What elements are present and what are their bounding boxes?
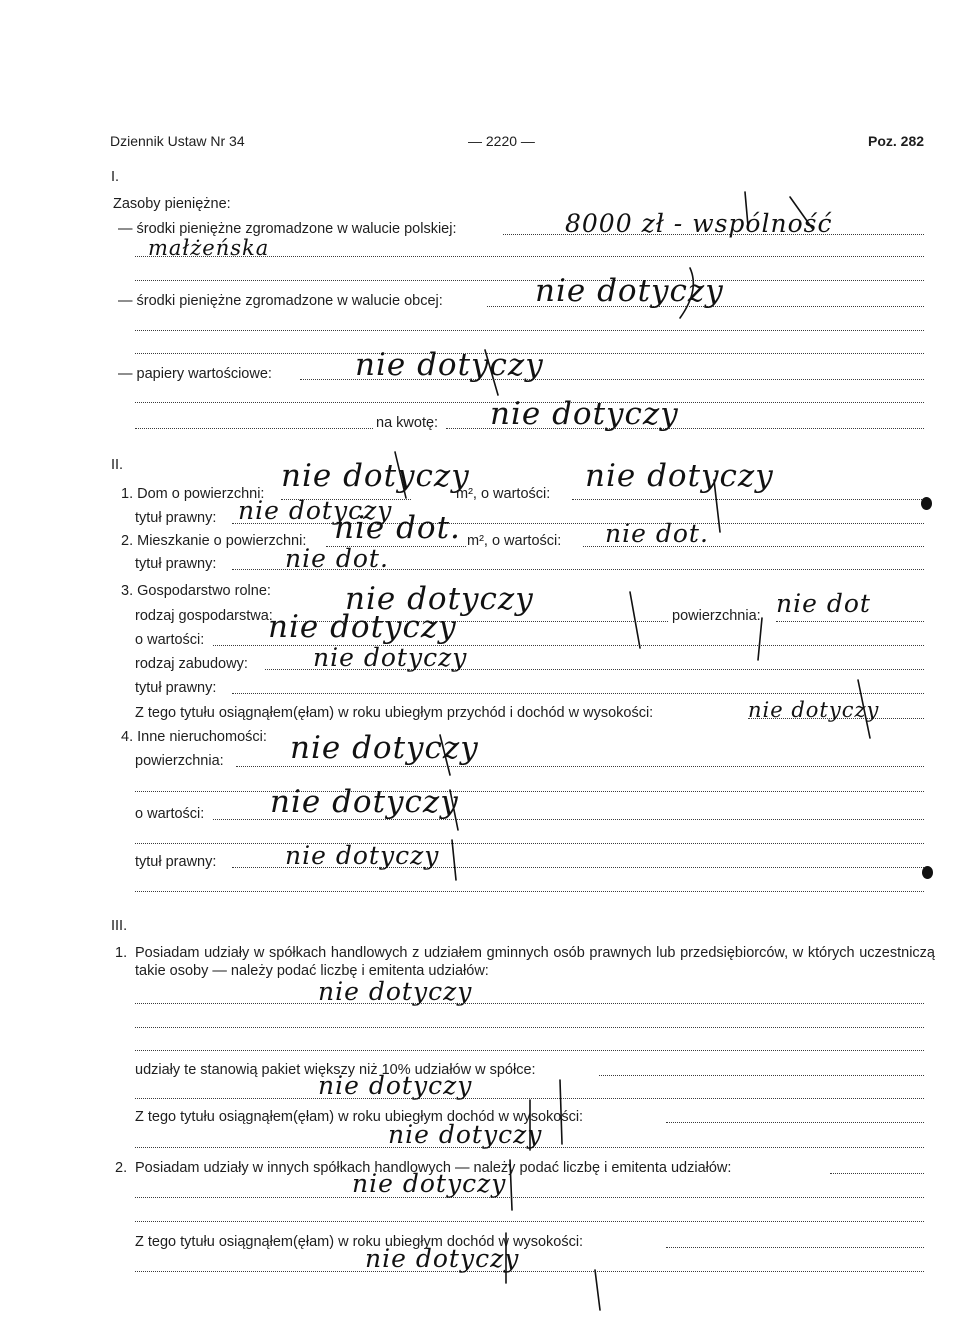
house-title-label: tytuł prawny: <box>135 510 217 526</box>
farm-value-label: o wartości: <box>135 632 205 648</box>
farm-buildings-value[interactable]: nie dotyczy <box>313 643 468 672</box>
house-label: 1. Dom o powierzchni: <box>121 486 265 502</box>
stroke-mark <box>450 790 458 830</box>
farm-area-label: powierzchnia: <box>672 608 761 624</box>
stroke-mark <box>560 1080 562 1144</box>
stroke-mark <box>485 350 498 395</box>
q1-question: Posiadam udziały w spółkach handlowych z udziałem gminnych osób prawnych lub przedsiębiorców, w których uczestniczą takie osoby — należy podać liczbę i emitenta udziałów: <box>135 945 935 979</box>
amount-label: na kwotę: <box>376 415 439 431</box>
house-unit-label: m², o wartości: <box>456 486 551 502</box>
section-1-title: Zasoby pieniężne: <box>113 196 231 212</box>
flat-title-value[interactable]: nie dot. <box>285 544 389 573</box>
farm-area-value[interactable]: nie dot <box>776 589 871 618</box>
stroke-mark <box>395 452 406 498</box>
section-2-roman: II. <box>111 457 124 473</box>
securities-value[interactable]: nie dotyczy <box>355 347 544 383</box>
q2-question: Posiadam udziały w innych spółkach handlowych — należy podać liczbę i emitenta udziałów: <box>135 1160 732 1176</box>
pln-funds-value-cont[interactable]: małżeńska <box>148 236 270 260</box>
pln-funds-value[interactable]: 8000 zł - wspólność <box>565 209 833 238</box>
stroke-mark <box>630 592 640 648</box>
position-number: Poz. 282 <box>868 133 925 149</box>
farm-income-label: Z tego tytułu osiągnąłem(ęłam) w roku ubiegłym przychód i dochód w wysokości: <box>135 705 654 721</box>
stroke-mark <box>440 735 450 775</box>
q1-number: 1. <box>115 945 128 961</box>
house-title-value[interactable]: nie dotyczy <box>238 496 393 525</box>
stroke-mark <box>714 480 720 532</box>
other-title-label: tytuł prawny: <box>135 854 217 870</box>
amount-value[interactable]: nie dotyczy <box>490 396 679 432</box>
foreign-funds-label: — środki pieniężne zgromadzone w walucie obcej: <box>118 293 443 309</box>
farm-income-value[interactable]: nie dotyczy <box>748 698 880 722</box>
stroke-mark <box>790 197 812 228</box>
q2-income-answer[interactable]: nie dotyczy <box>365 1244 520 1273</box>
flat-area-value[interactable]: nie dot. <box>334 510 461 546</box>
other-value[interactable]: nie dotyczy <box>270 784 459 820</box>
q1-package-answer[interactable]: nie dotyczy <box>318 1071 473 1100</box>
section-1-roman: I. <box>111 169 120 185</box>
stroke-mark <box>858 680 870 738</box>
farm-label: 3. Gospodarstwo rolne: <box>121 583 271 599</box>
flat-label: 2. Mieszkanie o powierzchni: <box>121 533 307 549</box>
section-3-roman: III. <box>111 918 128 934</box>
journal-title: Dziennik Ustaw Nr 34 <box>110 133 245 149</box>
farm-type-value[interactable]: nie dotyczy <box>345 581 534 617</box>
q2-income-label: Z tego tytułu osiągnąłem(ęłam) w roku ubiegłym dochód w wysokości: <box>135 1234 584 1250</box>
flat-unit-label: m², o wartości: <box>467 533 562 549</box>
farm-buildings-label: rodzaj zabudowy: <box>135 656 248 672</box>
page-number: — 2220 — <box>468 133 535 149</box>
pln-funds-label: — środki pieniężne zgromadzone w walucie polskiej: <box>118 221 457 237</box>
other-value-label: o wartości: <box>135 806 205 822</box>
stroke-mark <box>745 192 748 226</box>
house-value[interactable]: nie dotyczy <box>585 458 774 494</box>
other-area-label: powierzchnia: <box>135 753 224 769</box>
farm-value[interactable]: nie dotyczy <box>268 609 457 645</box>
stroke-mark <box>680 268 693 318</box>
flat-value[interactable]: nie dot. <box>605 519 709 548</box>
farm-type-label: rodzaj gospodarstwa: <box>135 608 273 624</box>
foreign-funds-value[interactable]: nie dotyczy <box>535 273 724 309</box>
farm-title-label: tytuł prawny: <box>135 680 217 696</box>
other-label: 4. Inne nieruchomości: <box>121 729 267 745</box>
stroke-mark <box>452 840 456 880</box>
q2-number: 2. <box>115 1160 128 1176</box>
stroke-mark <box>758 618 762 660</box>
stroke-mark <box>510 1160 512 1210</box>
q1-answer[interactable]: nie dotyczy <box>318 977 473 1006</box>
q1-income-answer[interactable]: nie dotyczy <box>388 1120 543 1149</box>
stroke-mark <box>595 1270 600 1310</box>
q2-answer[interactable]: nie dotyczy <box>352 1169 507 1198</box>
flat-title-label: tytuł prawny: <box>135 556 217 572</box>
securities-label: — papiery wartościowe: <box>118 366 272 382</box>
q1-income-label: Z tego tytułu osiągnąłem(ęłam) w roku ubiegłym dochód w wysokości: <box>135 1109 584 1125</box>
q1-package-label: udziały te stanowią pakiet większy niż 10% udziałów w spółce: <box>135 1062 536 1078</box>
other-title-value[interactable]: nie dotyczy <box>285 841 440 870</box>
house-area-value[interactable]: nie dotyczy <box>281 458 470 494</box>
other-area-value[interactable]: nie dotyczy <box>290 730 479 766</box>
